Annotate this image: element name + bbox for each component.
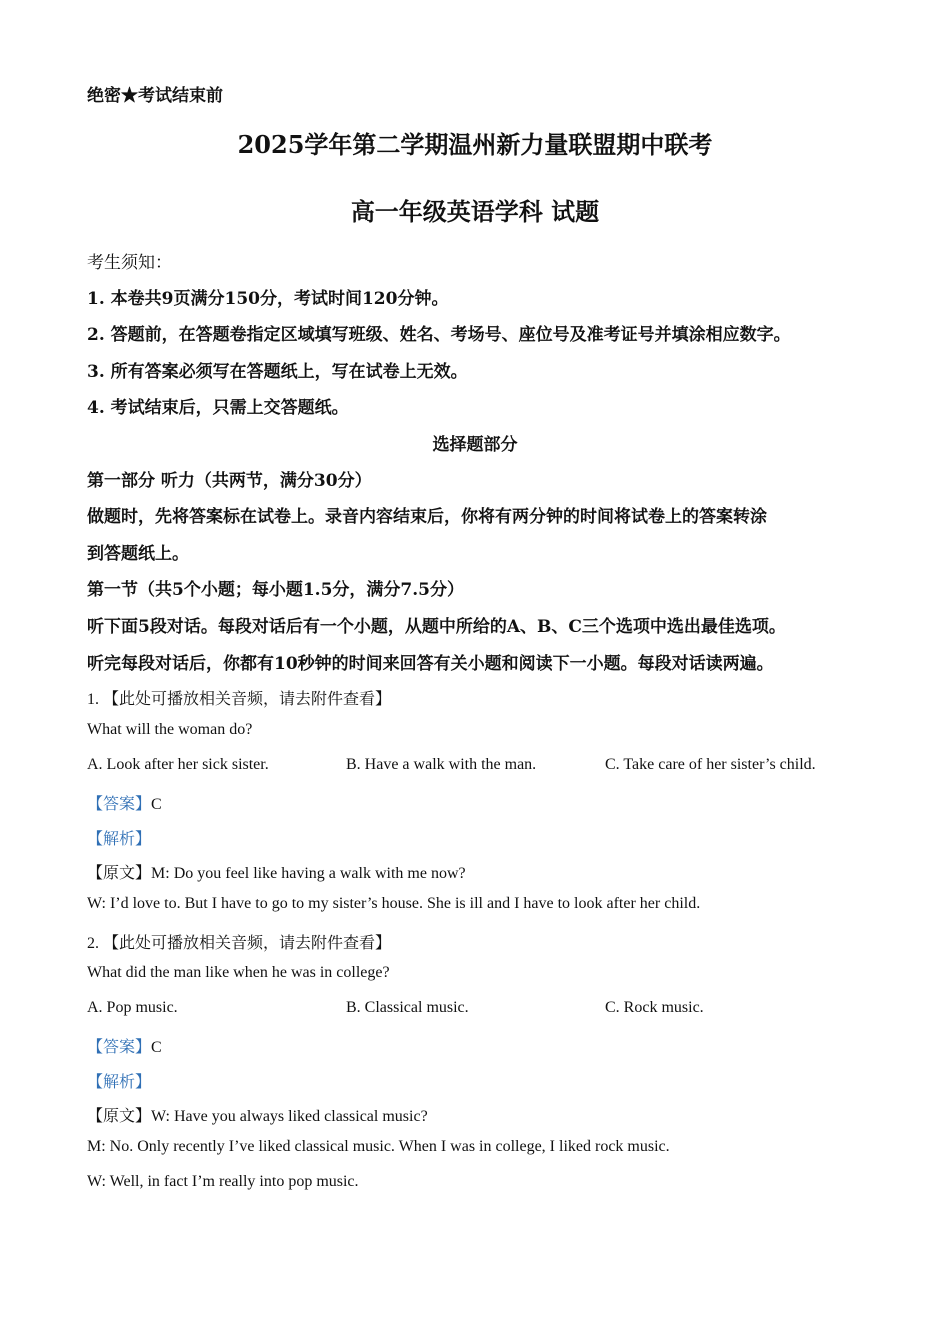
original-tag: 【原文】 [87, 1108, 152, 1125]
answer-value: C [151, 1039, 162, 1056]
part1-instruction-line2: 到答题纸上。 [87, 544, 189, 564]
question-2-option-a: A. Pop music. [87, 999, 178, 1016]
question-1-audio-note: 1. 【此处可播放相关音频，请去附件查看】 [87, 691, 392, 708]
notice-item-1: 1. 本卷共9页满分150分，考试时间120分钟。 [87, 289, 449, 309]
notice-heading: 考生须知： [87, 253, 172, 273]
original-tag: 【原文】 [87, 865, 152, 882]
question-2-stem: What did the man like when he was in college? [87, 964, 390, 981]
question-1-answer [87, 791, 162, 814]
section1-instruction-line1: 听下面5段对话。每段对话后有一个小题，从题中所给的A、B、C三个选项中选出最佳选项。 [87, 617, 786, 637]
question-1-option-c: C. Take care of her sister’s child. [605, 756, 816, 773]
notice-item-2: 2. 答题前，在答题卷指定区域填写班级、姓名、考场号、座位号及准考证号并填涂相应数字。 [87, 325, 791, 345]
audio-note: 【此处可播放相关音频，请去附件查看】 [103, 691, 392, 708]
question-1-option-b: B. Have a walk with the man. [346, 756, 537, 773]
question-2-analysis-tag: 【解析】 [87, 1074, 152, 1091]
question-1-option-a: A. Look after her sick sister. [87, 756, 269, 773]
question-2-transcript-3: W: Well, in fact I’m really into pop music. [87, 1173, 359, 1190]
question-2-option-c: C. Rock music. [605, 999, 704, 1016]
answer-value: C [151, 796, 162, 813]
question-2-option-b: B. Classical music. [346, 999, 469, 1016]
question-1-analysis-tag: 【解析】 [87, 831, 152, 848]
question-1-transcript-1: 【原文】M: Do you feel like having a walk with me now? [87, 865, 466, 882]
answer-tag: 【答案】 [87, 796, 152, 813]
exam-title: 2025学年第二学期温州新力量联盟期中联考 [237, 130, 713, 159]
question-1-transcript-2: W: I’d love to. But I have to go to my sister’s house. She is ill and I have to look after her child. [87, 895, 701, 912]
question-2-answer [87, 1034, 162, 1057]
notice-item-4: 4. 考试结束后，只需上交答题纸。 [87, 398, 349, 418]
part1-heading: 第一部分 听力（共两节，满分30分） [87, 471, 372, 491]
notice-item-3: 3. 所有答案必须写在答题纸上，写在试卷上无效。 [87, 362, 468, 382]
answer-tag: 【答案】 [87, 1039, 152, 1056]
audio-note: 【此处可播放相关音频，请去附件查看】 [103, 935, 392, 952]
confidential-label: 绝密★考试结束前 [87, 86, 223, 106]
question-2-transcript-2: M: No. Only recently I’ve liked classical music. When I was in college, I liked rock music. [87, 1138, 670, 1155]
question-2-transcript-1: 【原文】W: Have you always liked classical music? [87, 1108, 428, 1125]
part1-instruction-line1: 做题时，先将答案标在试卷上。录音内容结束后，你将有两分钟的时间将试卷上的答案转涂 [87, 507, 767, 527]
question-2-audio-note: 2. 【此处可播放相关音频，请去附件查看】 [87, 935, 392, 952]
choice-section-title: 选择题部分 [432, 435, 518, 455]
section1-heading: 第一节（共5个小题；每小题1.5分，满分7.5分） [87, 580, 464, 600]
question-1-stem: What will the woman do? [87, 721, 253, 738]
section1-instruction-line2: 听完每段对话后，你都有10秒钟的时间来回答有关小题和阅读下一小题。每段对话读两遍。 [87, 654, 774, 674]
exam-subtitle: 高一年级英语学科 试题 [350, 197, 600, 226]
